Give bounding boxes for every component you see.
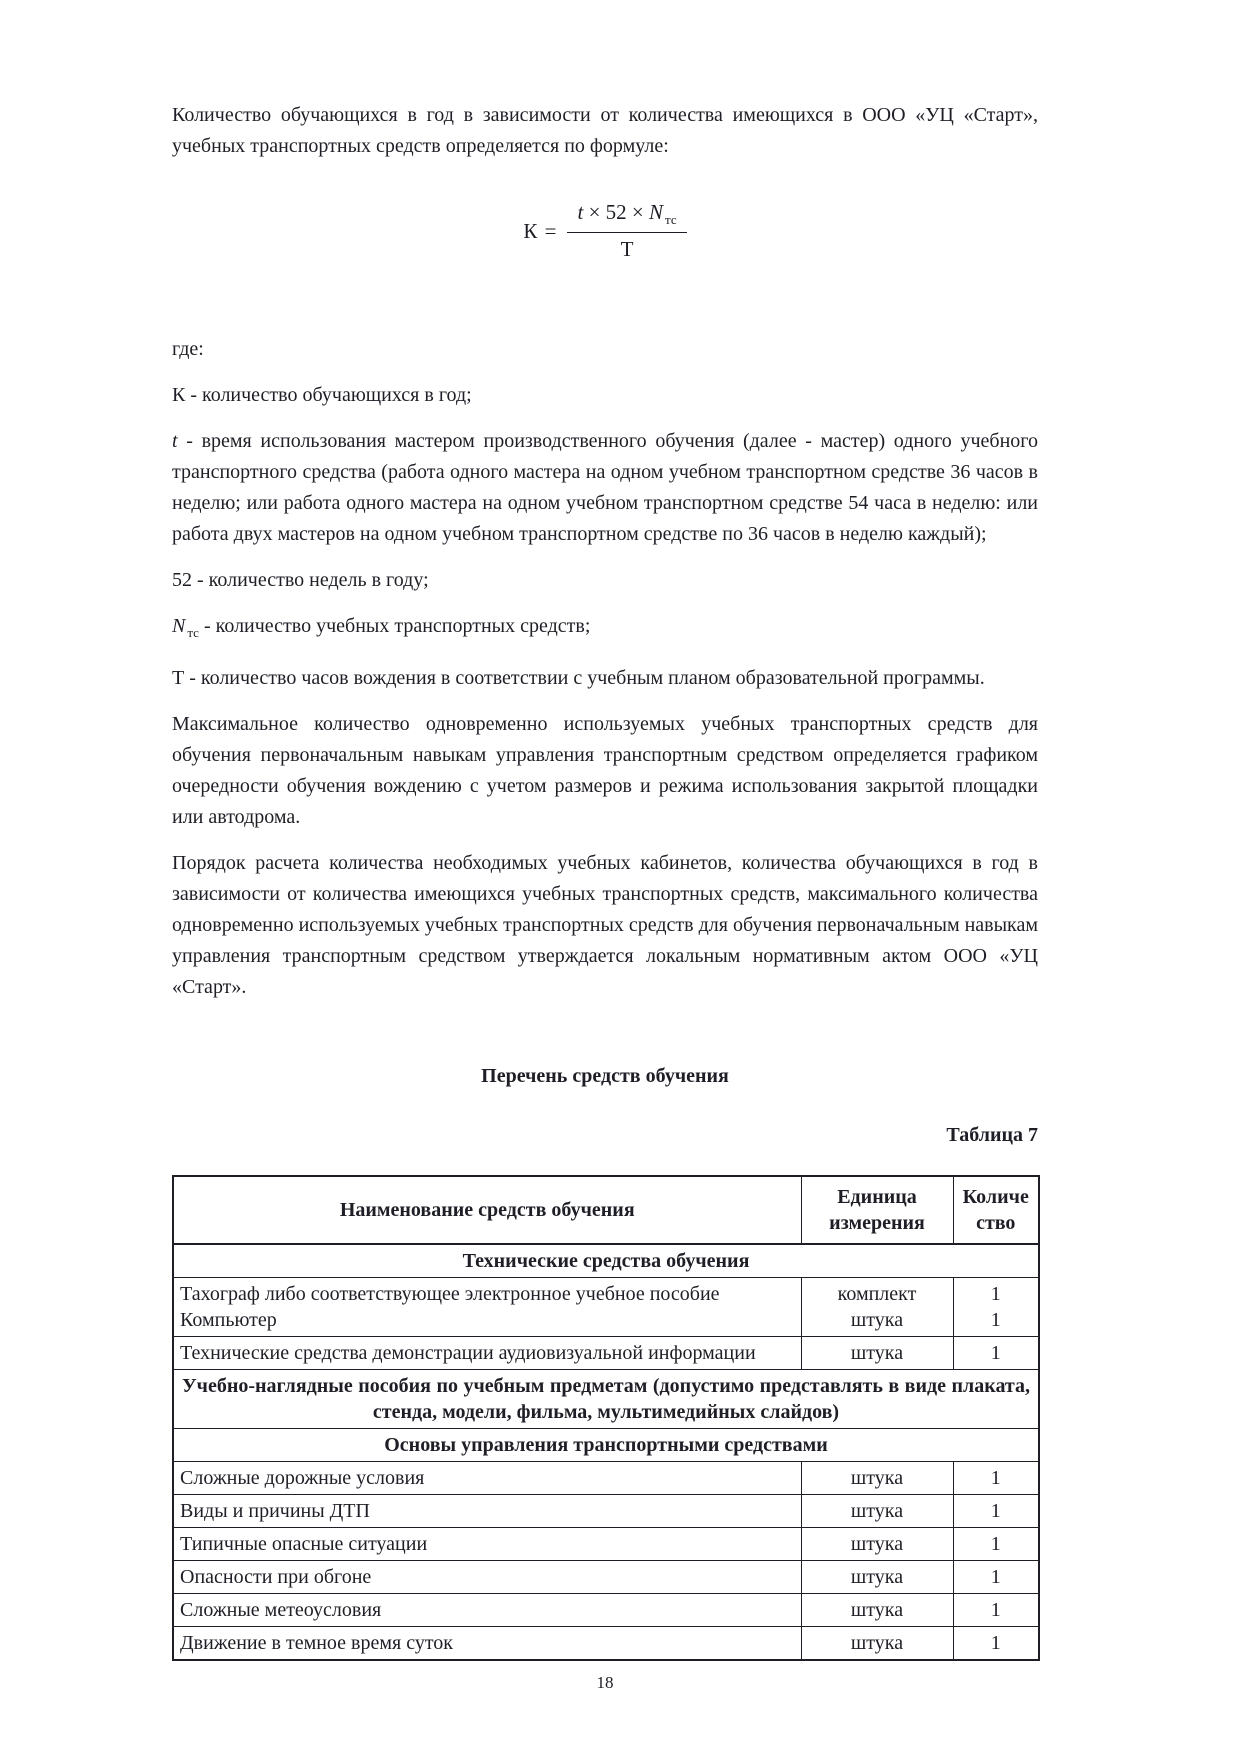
qty-value: 1 (990, 1599, 1001, 1621)
name-value: Типичные опасные ситуации (180, 1533, 428, 1555)
unit-value: штука (850, 1566, 904, 1588)
name-value: Опасности при обгоне (180, 1566, 372, 1588)
qty-cell (953, 1627, 1039, 1661)
formula-fraction (567, 200, 686, 262)
unit-cell (801, 1561, 953, 1594)
paragraph-intro: Количество обучающихся в год в зависимости от количества имеющихся в ООО «УЦ «Старт», учебных транспортных средств определяется по формуле: (172, 104, 1038, 157)
definition-n: N $_{тс}$ - количество учебных транспортных средств; (172, 615, 591, 640)
table-row (173, 1495, 1039, 1528)
definition-k: К - количество обучающихся в год; (172, 384, 472, 406)
formula-denominator: Т (620, 237, 634, 262)
table-row (173, 1561, 1039, 1594)
definition-T: Т - количество часов вождения в соответствии с учебным планом образовательной программы. (172, 667, 985, 689)
unit-value: комплект (837, 1283, 917, 1305)
qty-cell (953, 1561, 1039, 1594)
unit-value: штука (850, 1533, 904, 1555)
paragraph-max-vehicles: Максимальное количество одновременно используемых учебных транспортных средств для обучения первоначальным навыкам управления транспортным средством определяется графиком очередности обучения вождению с учетом размеров и режима использования закрытой площадки или автодрома. (172, 713, 1038, 828)
formula-numerator: t × 52 × N $_{тс}$ (567, 200, 686, 233)
table-row (173, 1337, 1039, 1370)
name-cell (173, 1528, 801, 1561)
paragraph-procedure: Порядок расчета количества необходимых учебных кабинетов, количества обучающихся в год в зависимости от количества имеющихся учебных транспортных средств, максимального количества одновременно используемых учебных транспортных средств для обучения первоначальным навыкам управления транспортным средством утверждается локальным нормативным актом ООО «УЦ «Старт». (172, 852, 1039, 998)
name-value: Движение в темное время суток (180, 1632, 454, 1654)
unit-value: штука (850, 1467, 904, 1489)
qty-value: 1 (990, 1566, 1001, 1588)
table-section-row (173, 1370, 1039, 1429)
name-value: Тахограф либо соответствующее электронное учебное пособие (180, 1283, 720, 1305)
qty-value: 1 (990, 1309, 1001, 1331)
training-aids-table (172, 1175, 1040, 1661)
name-value: Технические средства демонстрации аудиовизуальной информации (180, 1342, 756, 1364)
unit-cell (801, 1462, 953, 1495)
table-row (173, 1594, 1039, 1627)
table-row (173, 1278, 1039, 1337)
name-cell (173, 1627, 801, 1661)
unit-value: штука (850, 1309, 904, 1331)
where-label: где: (172, 338, 204, 360)
table-row (173, 1528, 1039, 1561)
unit-value: штука (850, 1599, 904, 1621)
name-value: Сложные метеоусловия (180, 1599, 382, 1621)
qty-value: 1 (990, 1500, 1001, 1522)
name-value: Сложные дорожные условия (180, 1467, 425, 1489)
qty-cell (953, 1495, 1039, 1528)
table-header-row (173, 1176, 1039, 1244)
section-title: Технические средства обучения (173, 1244, 1039, 1278)
unit-cell (801, 1627, 953, 1661)
definition-t: t - время использования мастером производственного обучения (далее - мастер) одного учебного транспортного средства (работа одного мастера на одном учебном транспортном средстве 36 часов в неделю; или работа одного мастера на одном учебном транспортном средстве 54 часа в неделю: или работа двух мастеров на одном учебном транспортном средстве по 36 часов в неделю каждый); (172, 430, 1038, 545)
formula-block (172, 194, 1038, 268)
formula-lhs: К = (523, 218, 558, 243)
name-cell (173, 1278, 801, 1337)
qty-cell (953, 1528, 1039, 1561)
unit-cell (801, 1528, 953, 1561)
unit-cell (801, 1594, 953, 1627)
unit-cell (801, 1495, 953, 1528)
name-cell (173, 1594, 801, 1627)
unit-cell (801, 1278, 953, 1337)
qty-value: 1 (990, 1533, 1001, 1555)
table-section-row (173, 1429, 1039, 1462)
table-body (173, 1244, 1039, 1660)
table-caption: Таблица 7 (946, 1124, 1038, 1146)
section-title: Учебно-наглядные пособия по учебным предметам (допустимо представлять в виде плаката, стенда, модели, фильма, мультимедийных слайдов) (173, 1370, 1039, 1429)
qty-cell (953, 1337, 1039, 1370)
table-section-row (173, 1244, 1039, 1278)
name-cell (173, 1337, 801, 1370)
unit-cell (801, 1337, 953, 1370)
name-value: Виды и причины ДТП (180, 1500, 370, 1522)
qty-cell (953, 1278, 1039, 1337)
name-cell (173, 1462, 801, 1495)
page-number: 18 (596, 1673, 614, 1692)
qty-value: 1 (990, 1342, 1001, 1364)
name-cell (173, 1495, 801, 1528)
column-header-qty: Количество (953, 1176, 1039, 1244)
qty-cell (953, 1462, 1039, 1495)
name-value: Компьютер (180, 1309, 277, 1331)
qty-value: 1 (990, 1283, 1001, 1305)
unit-value: штука (850, 1632, 904, 1654)
definition-52: 52 - количество недель в году; (172, 569, 429, 591)
column-header-name: Наименование средств обучения (173, 1176, 801, 1244)
qty-value: 1 (990, 1467, 1001, 1489)
section-heading: Перечень средств обучения (481, 1065, 729, 1087)
table-row (173, 1462, 1039, 1495)
unit-value: штука (850, 1342, 904, 1364)
unit-value: штука (850, 1500, 904, 1522)
section-title: Основы управления транспортными средствами (173, 1429, 1039, 1462)
qty-value: 1 (990, 1632, 1001, 1654)
column-header-unit: Единица измерения (801, 1176, 953, 1244)
table-row (173, 1627, 1039, 1661)
name-cell (173, 1561, 801, 1594)
qty-cell (953, 1594, 1039, 1627)
